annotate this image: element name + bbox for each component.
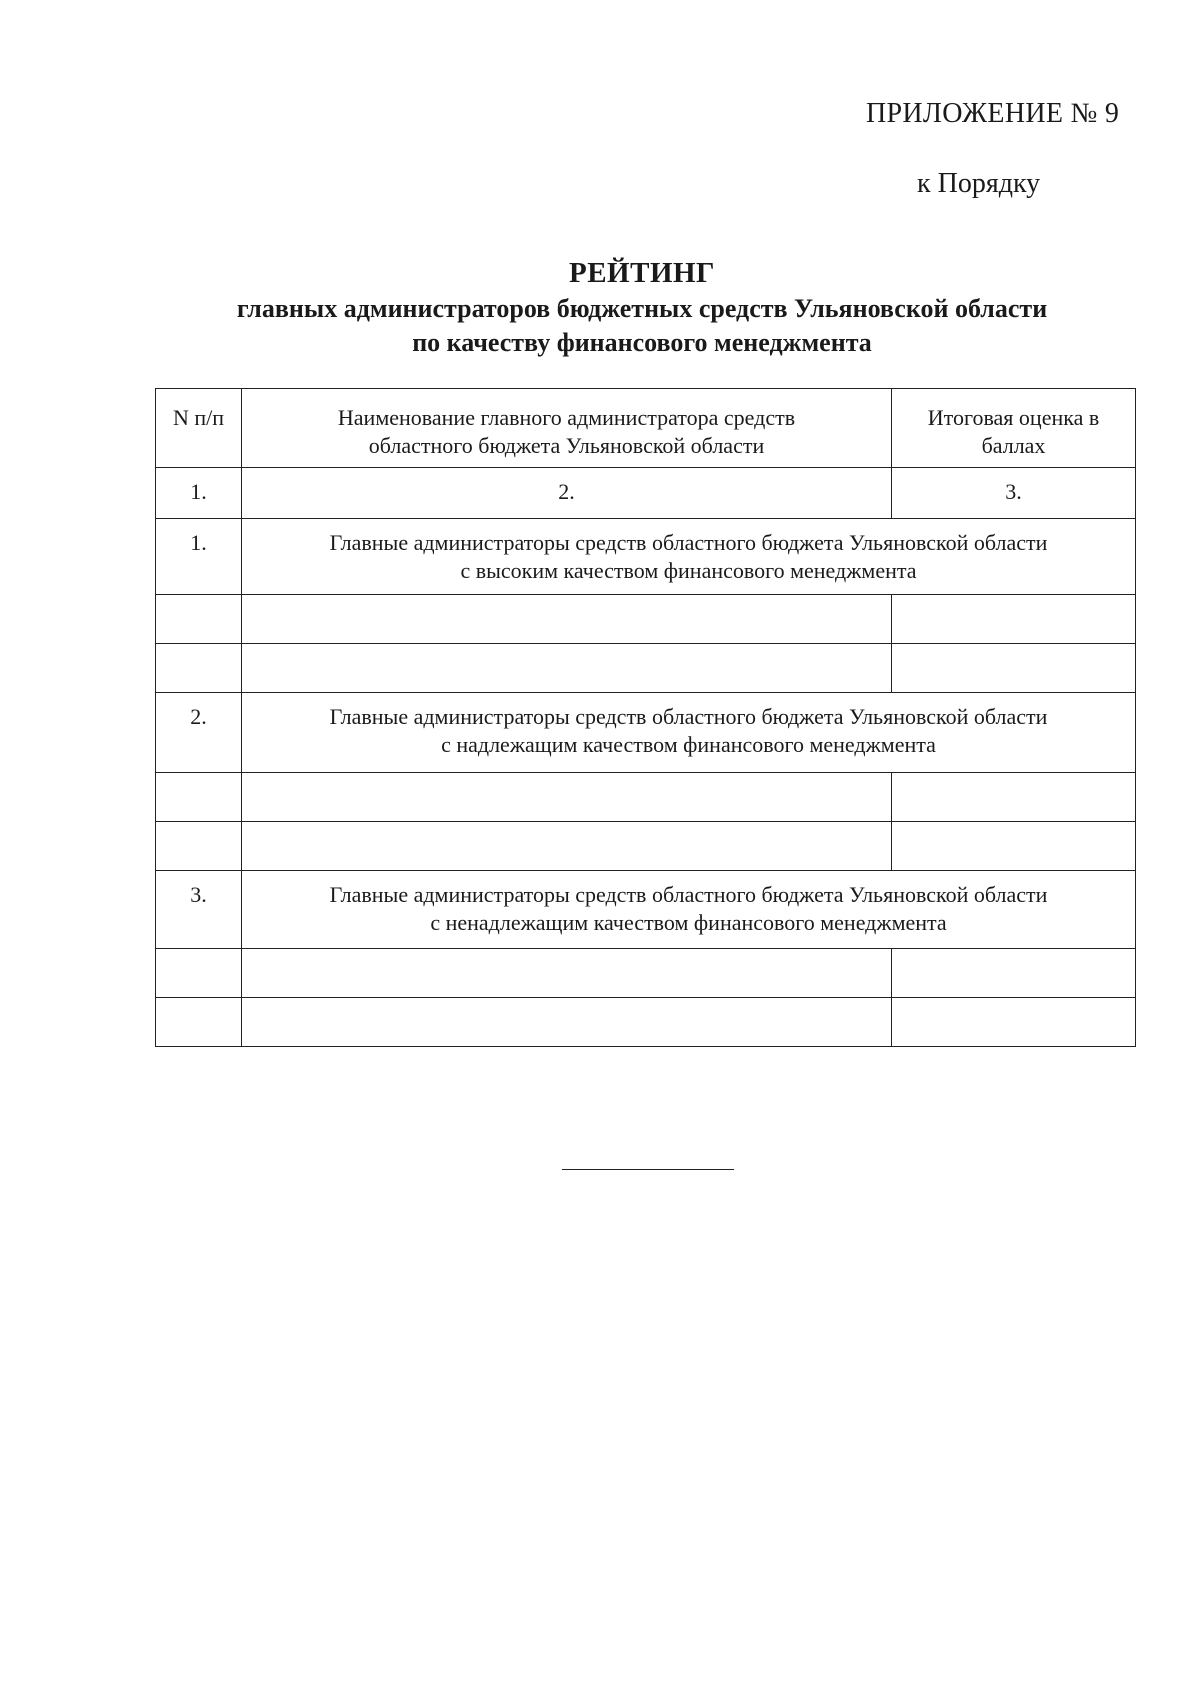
empty-name-cell [242,595,892,644]
header-num-label: N п/п [172,405,225,430]
header-name-label-line-2: областного бюджета Ульяновской области [368,433,765,458]
header-score-label-line-2: баллах [981,433,1046,458]
empty-num-cell [156,644,242,693]
header-name-cell [242,389,892,468]
document-subtitle-line-2: по качеству финансового менеджмента [412,328,872,357]
empty-row [156,595,1136,644]
group-title-cell [242,693,1136,773]
column-index-score: 3. [892,468,1136,519]
empty-row [156,949,1136,998]
group-title-line-1: Главные администраторы средств областного бюджета Ульяновской области [329,704,1048,729]
empty-num-cell [156,949,242,998]
empty-name-cell [242,998,892,1047]
empty-name-cell [242,773,892,822]
group-row-adequate-quality [156,693,1136,773]
empty-row [156,998,1136,1047]
group-num: 1. [156,519,242,595]
empty-score-cell [892,595,1136,644]
column-index-num: 1. [156,468,242,519]
end-of-document-rule [562,1169,734,1170]
empty-num-cell [156,998,242,1047]
empty-score-cell [892,822,1136,871]
order-reference: к Порядку [917,168,1041,199]
group-num: 3. [156,871,242,949]
empty-num-cell [156,773,242,822]
empty-num-cell [156,822,242,871]
header-num-cell [156,389,242,468]
empty-row [156,773,1136,822]
group-num: 2. [156,693,242,773]
group-title-line-2: с высоким качеством финансового менеджмента [460,558,917,583]
group-title-line-1: Главные администраторы средств областного бюджета Ульяновской области [329,530,1048,555]
empty-score-cell [892,949,1136,998]
header-score-label-line-1: Итоговая оценка в [927,405,1100,430]
group-title-line-1: Главные администраторы средств областного бюджета Ульяновской области [329,882,1048,907]
group-title-cell [242,871,1136,949]
empty-score-cell [892,998,1136,1047]
group-title-line-2: с ненадлежащим качеством финансового менеджмента [430,910,947,935]
empty-name-cell [242,822,892,871]
empty-name-cell [242,644,892,693]
group-row-inadequate-quality [156,871,1136,949]
empty-score-cell [892,644,1136,693]
table-header-row [156,389,1136,468]
header-score-cell [892,389,1136,468]
empty-name-cell [242,949,892,998]
group-title-cell [242,519,1136,595]
document-subtitle-line-1: главных администраторов бюджетных средств Ульяновской области [236,294,1048,323]
empty-row [156,822,1136,871]
column-index-row [156,468,1136,519]
group-row-high-quality [156,519,1136,595]
rating-table [155,388,1136,1047]
empty-num-cell [156,595,242,644]
appendix-label: ПРИЛОЖЕНИЕ № 9 [866,98,1120,129]
document-title: РЕЙТИНГ [568,257,716,289]
group-title-line-2: с надлежащим качеством финансового менеджмента [441,732,936,757]
column-index-name: 2. [242,468,892,519]
empty-row [156,644,1136,693]
empty-score-cell [892,773,1136,822]
header-name-label-line-1: Наименование главного администратора средств [337,405,796,430]
